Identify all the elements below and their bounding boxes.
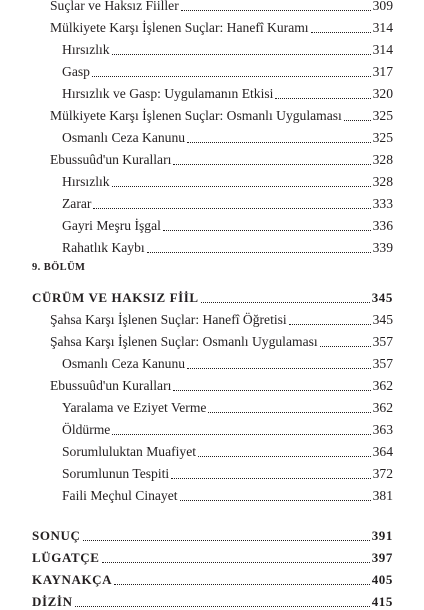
toc-entry-back-matter[interactable] <box>32 588 393 610</box>
toc-entry[interactable] <box>50 14 393 36</box>
toc-entry-title: Sorumlunun Tespiti <box>62 466 170 481</box>
toc-entry[interactable] <box>50 328 393 350</box>
toc-entry-title: Şahsa Karşı İşlenen Suçlar: Osmanlı Uygulaması <box>50 334 318 349</box>
toc-entry-page: 328 <box>372 174 393 189</box>
toc-entry-page: 362 <box>372 400 393 415</box>
toc-entry-title: Ebussuûd'un Kuralları <box>50 152 172 167</box>
toc-entry-page: 362 <box>372 378 393 393</box>
toc-entry-title: Sorumluluktan Muafiyet <box>62 444 197 459</box>
leader-dots <box>75 606 370 607</box>
toc-entry-page: 317 <box>372 64 393 79</box>
toc-entry-page: 336 <box>372 218 393 233</box>
leader-dots <box>102 562 370 563</box>
toc-entry-page: 397 <box>371 550 393 565</box>
toc-entry-title: Öldürme <box>62 422 111 437</box>
leader-dots <box>201 302 370 303</box>
toc-entry-page: 314 <box>372 20 393 35</box>
toc-entry[interactable] <box>62 168 393 190</box>
leader-dots <box>83 540 370 541</box>
leader-dots <box>320 346 371 347</box>
toc-entry-page: 405 <box>371 572 393 587</box>
leader-dots <box>289 324 371 325</box>
toc-entry-page: 357 <box>372 334 393 349</box>
leader-dots <box>93 208 370 209</box>
toc-entry-title: Gayri Meşru İşgal <box>62 218 161 233</box>
leader-dots <box>275 98 370 99</box>
toc-entry-page: 381 <box>372 488 393 503</box>
toc-entry-page: 363 <box>372 422 393 437</box>
toc-entry-title: Mülkiyete Karşı İşlenen Suçlar: Hanefî Kuramı <box>50 20 309 35</box>
toc-entry-title: Mülkiyete Karşı İşlenen Suçlar: Osmanlı Uygulaması <box>50 108 342 123</box>
toc-entry-page: 328 <box>372 152 393 167</box>
toc-entry[interactable] <box>62 124 393 146</box>
leader-dots <box>173 390 370 391</box>
leader-dots <box>181 10 371 11</box>
toc-entry-back-matter[interactable] <box>32 566 393 588</box>
toc-entry-title: Ebussuûd'un Kuralları <box>50 378 172 393</box>
chapter-label: 9. BÖLÜM <box>32 262 86 273</box>
toc-entry-title: Faili Meçhul Cinayet <box>62 488 178 503</box>
toc-entry-title: Osmanlı Ceza Kanunu <box>62 130 186 145</box>
toc-entry-page: 325 <box>372 130 393 145</box>
toc-entry-page: 345 <box>371 290 393 305</box>
leader-dots <box>92 76 371 77</box>
leader-dots <box>112 186 371 187</box>
toc-entry-title: Yaralama ve Eziyet Verme <box>62 400 207 415</box>
toc-entry-title: Rahatlık Kaybı <box>62 240 145 255</box>
toc-entry[interactable] <box>62 482 393 504</box>
toc-entry[interactable] <box>62 190 393 212</box>
toc-entry-page: 345 <box>372 312 393 327</box>
toc-entry[interactable] <box>50 306 393 328</box>
toc-entry-back-matter[interactable] <box>32 544 393 566</box>
toc-entry[interactable] <box>50 102 393 124</box>
toc-entry-page: 309 <box>372 0 393 13</box>
leader-dots <box>344 120 371 121</box>
leader-dots <box>180 500 371 501</box>
toc-entry[interactable] <box>62 234 393 256</box>
toc-entry[interactable] <box>62 416 393 438</box>
leader-dots <box>187 368 371 369</box>
chapter-title: CÜRÜM VE HAKSIZ FİİL <box>32 290 199 305</box>
leader-dots <box>187 142 371 143</box>
toc-entry[interactable] <box>50 372 393 394</box>
toc-entry[interactable] <box>50 0 393 14</box>
leader-dots <box>311 32 371 33</box>
toc-entry-page: 372 <box>372 466 393 481</box>
toc-entry[interactable] <box>62 58 393 80</box>
leader-dots <box>173 164 370 165</box>
toc-entry-title: Suçlar ve Haksız Fiiller <box>50 0 179 13</box>
toc-entry-title: Hırsızlık ve Gasp: Uygulamanın Etkisi <box>62 86 274 101</box>
toc-entry-page: 391 <box>371 528 393 543</box>
toc-entry-title: Zarar <box>62 196 92 211</box>
toc-entry-back-matter[interactable] <box>32 522 393 544</box>
leader-dots <box>147 252 371 253</box>
toc-entry-title: KAYNAKÇA <box>32 572 113 587</box>
toc-entry[interactable] <box>62 350 393 372</box>
leader-dots <box>171 478 370 479</box>
toc-entry-page: 314 <box>372 42 393 57</box>
toc-entry[interactable] <box>62 460 393 482</box>
toc-entry[interactable] <box>62 212 393 234</box>
toc-entry-title: Hırsızlık <box>62 42 110 57</box>
toc-entry-title: Osmanlı Ceza Kanunu <box>62 356 186 371</box>
toc-entry-title: SONUÇ <box>32 528 81 543</box>
toc-entry-title: Hırsızlık <box>62 174 110 189</box>
toc-entry[interactable] <box>62 394 393 416</box>
toc-entry-title: Gasp <box>62 64 90 79</box>
toc-entry-page: 325 <box>372 108 393 123</box>
toc-entry[interactable] <box>62 438 393 460</box>
toc-entry-page: 415 <box>371 594 393 609</box>
toc-entry[interactable] <box>62 36 393 58</box>
leader-dots <box>112 54 371 55</box>
toc-entry-title: LÜGATÇE <box>32 550 100 565</box>
toc-entry-page: 364 <box>372 444 393 459</box>
toc-entry-page: 333 <box>372 196 393 211</box>
toc-entry[interactable] <box>62 80 393 102</box>
toc-entry-page: 357 <box>372 356 393 371</box>
leader-dots <box>114 584 370 585</box>
toc-entry-page: 320 <box>372 86 393 101</box>
toc-entry-title: DİZİN <box>32 594 73 609</box>
chapter-title-entry[interactable] <box>32 284 393 306</box>
leader-dots <box>163 230 371 231</box>
toc-entry-page: 339 <box>372 240 393 255</box>
leader-dots <box>208 412 370 413</box>
toc-entry[interactable] <box>50 146 393 168</box>
leader-dots <box>112 434 370 435</box>
leader-dots <box>198 456 371 457</box>
toc-entry-title: Şahsa Karşı İşlenen Suçlar: Hanefî Öğretisi <box>50 312 287 327</box>
